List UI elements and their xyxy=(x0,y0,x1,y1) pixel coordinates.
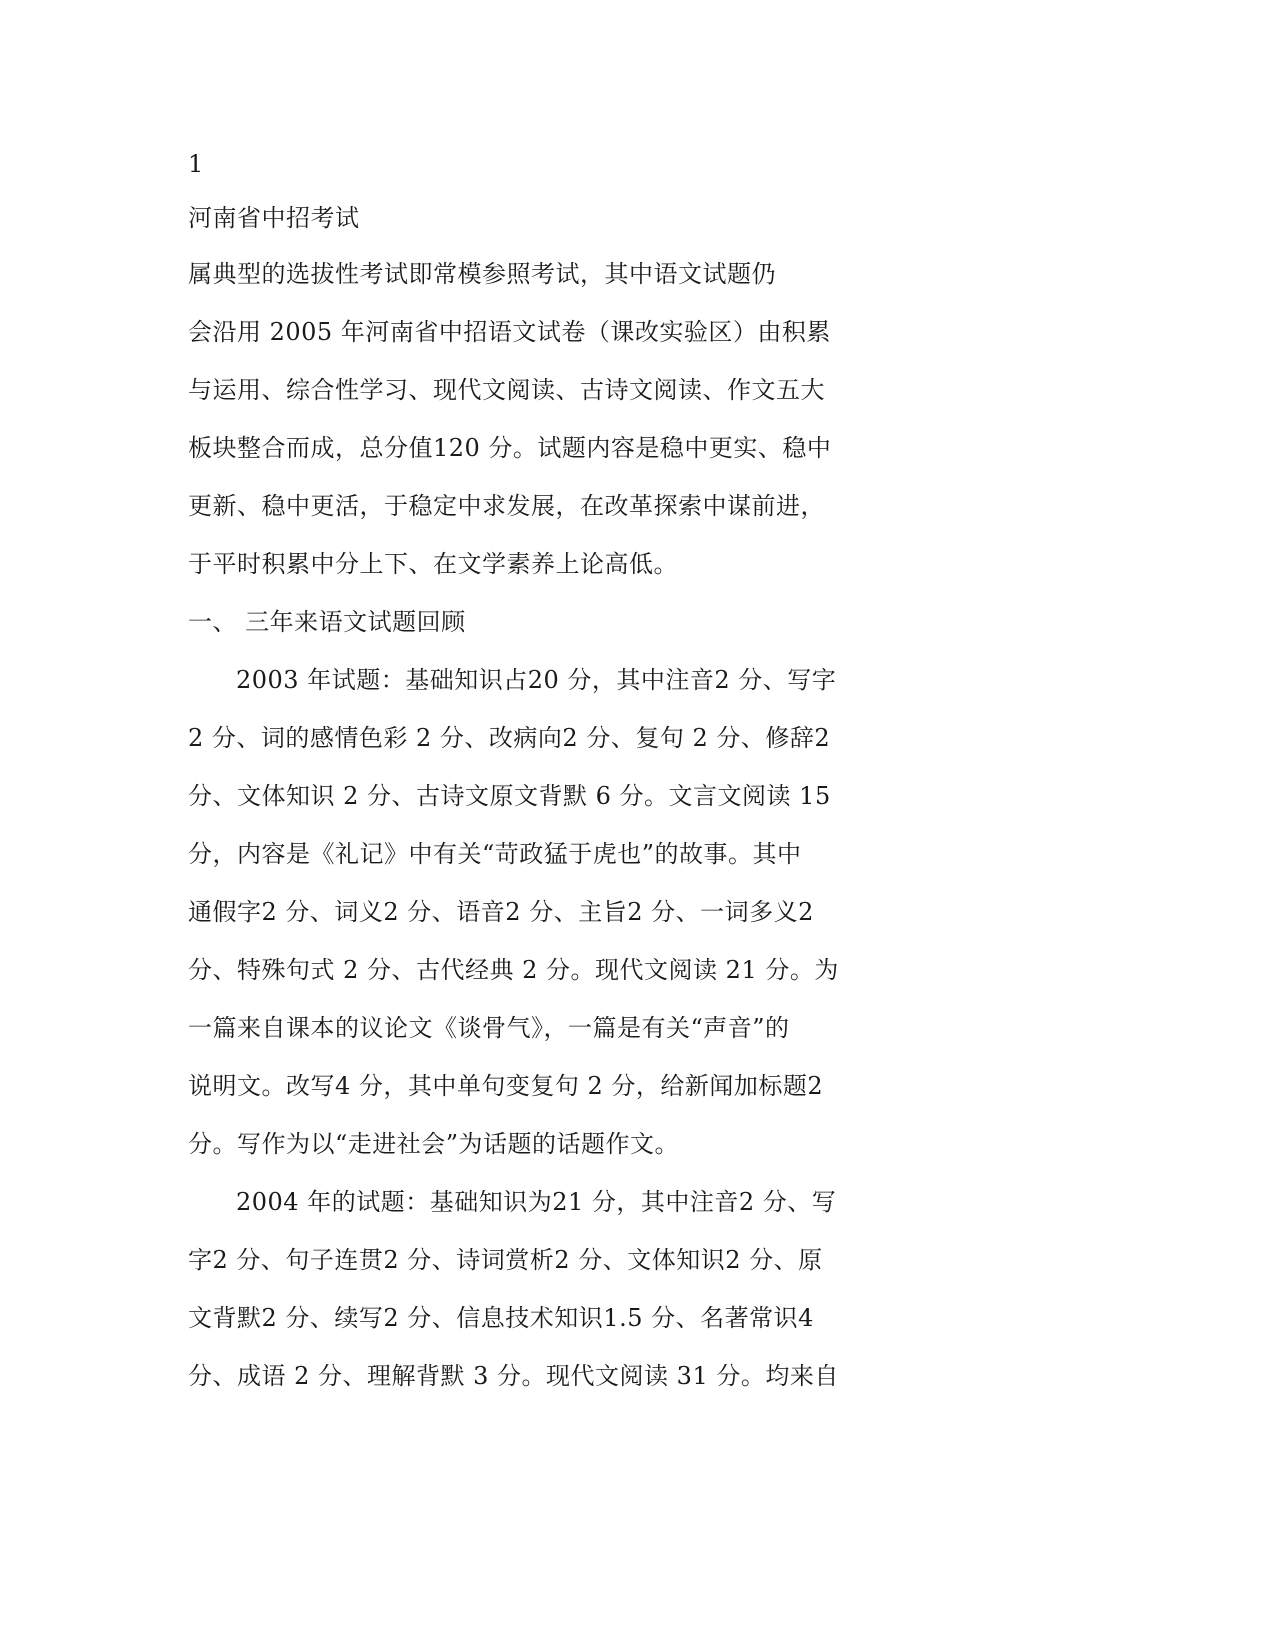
page-number: 1 xyxy=(188,150,204,178)
text-line: 通假字2 分、词义2 分、语音2 分、主旨2 分、一词多义2 xyxy=(188,898,814,926)
document-title: 河南省中招考试 xyxy=(188,204,360,232)
paragraph-first-line: 2004 年的试题：基础知识为21 分，其中注音2 分、写 xyxy=(236,1188,837,1216)
text-line: 分、文体知识 2 分、古诗文原文背默 6 分。文言文阅读 15 xyxy=(188,782,831,810)
text-line: 2 分、词的感情色彩 2 分、改病向2 分、复句 2 分、修辞2 xyxy=(188,724,831,752)
text-line: 分，内容是《礼记》中有关“苛政猛于虎也”的故事。其中 xyxy=(188,840,802,868)
section-heading: 一、 三年来语文试题回顾 xyxy=(188,608,466,636)
text-line: 更新、稳中更活，于稳定中求发展，在改革探索中谋前进， xyxy=(188,492,825,520)
text-line: 于平时积累中分上下、在文学素养上论高低。 xyxy=(188,550,678,578)
text-line: 会沿用 2005 年河南省中招语文试卷（课改实验区）由积累 xyxy=(188,318,831,346)
text-line: 分。写作为以“走进社会”为话题的话题作文。 xyxy=(188,1130,680,1158)
text-line: 分、特殊句式 2 分、古代经典 2 分。现代文阅读 21 分。为 xyxy=(188,956,839,984)
text-line: 属典型的选拔性考试即常模参照考试，其中语文试题仍 xyxy=(188,260,776,288)
text-line: 一篇来自课本的议论文《谈骨气》，一篇是有关“声音”的 xyxy=(188,1014,790,1042)
text-line: 与运用、综合性学习、现代文阅读、古诗文阅读、作文五大 xyxy=(188,376,825,404)
text-line: 分、成语 2 分、理解背默 3 分。现代文阅读 31 分。均来自 xyxy=(188,1362,839,1390)
text-line: 说明文。改写4 分，其中单句变复句 2 分，给新闻加标题2 xyxy=(188,1072,824,1100)
paragraph-first-line: 2003 年试题：基础知识占20 分，其中注音2 分、写字 xyxy=(236,666,837,694)
text-line: 字2 分、句子连贯2 分、诗词赏析2 分、文体知识2 分、原 xyxy=(188,1246,823,1274)
text-line: 文背默2 分、续写2 分、信息技术知识1.5 分、名著常识4 xyxy=(188,1304,814,1332)
text-line: 板块整合而成，总分值120 分。试题内容是稳中更实、稳中 xyxy=(188,434,832,462)
